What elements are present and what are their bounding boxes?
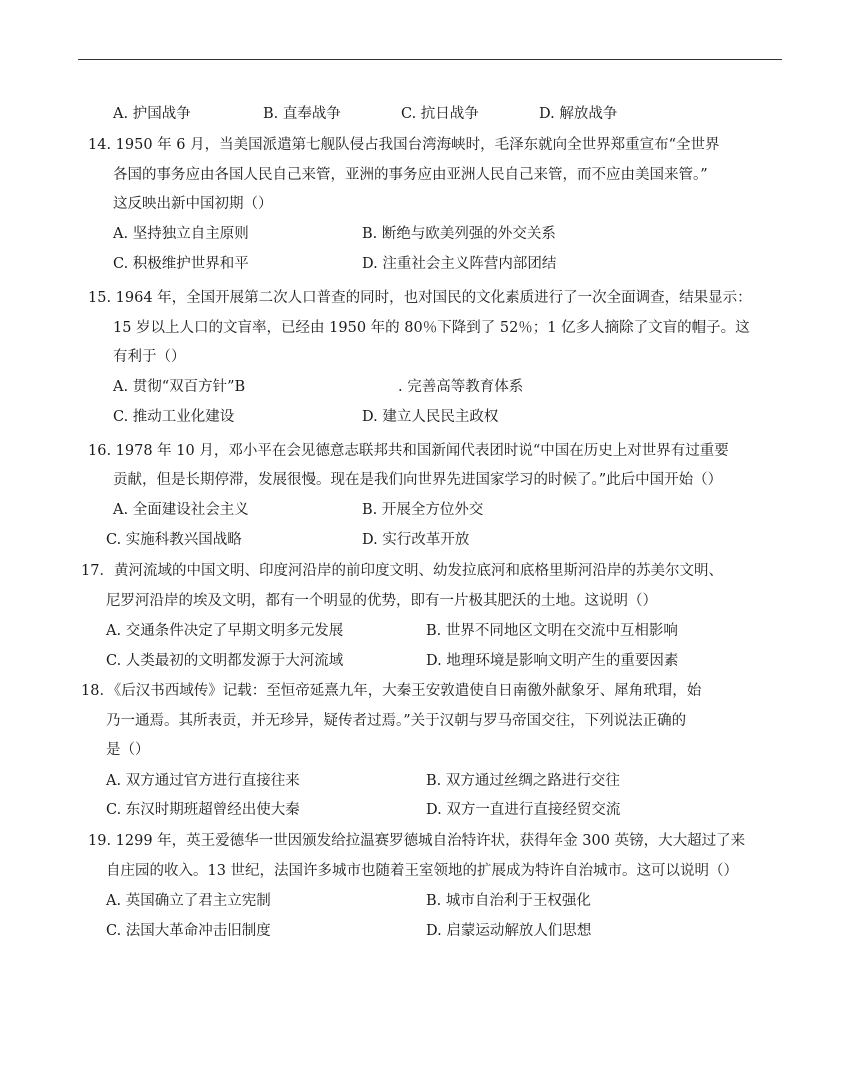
header-rule <box>78 59 782 60</box>
q17-option-a: A. 交通条件决定了早期文明多元发展 <box>106 623 344 639</box>
q15-line-2: 15 岁以上人口的文盲率，已经由 1950 年的 80％下降到了 52％；1 亿多人摘除了文盲的帽子。这 <box>113 320 750 336</box>
q18-line-1: 18．《后汉书西域传》记载：至恒帝延熹九年，大秦王安敦遣使自日南徼外献象牙、犀角玳瑁，始 <box>81 683 702 699</box>
q14-option-b: B. 断绝与欧美列强的外交关系 <box>362 226 556 242</box>
q17-line-2: 尼罗河沿岸的埃及文明，都有一个明显的优势，即有一片极其肥沃的土地。这说明（） <box>106 593 657 609</box>
q15-option-a: A. 贯彻“双百方针”B <box>113 379 246 395</box>
q13-option-b: B. 直奉战争 <box>263 106 341 122</box>
q14-line-3: 这反映出新中国初期（） <box>113 196 273 212</box>
q18-line-2: 乃一通焉。其所表贡，并无珍异，疑传者过焉。”关于汉朝与罗马帝国交往，下列说法正确的 <box>106 713 687 729</box>
q19-option-a: A. 英国确立了君主立宪制 <box>106 893 271 909</box>
q13-option-d: D. 解放战争 <box>539 106 618 122</box>
q18-option-d: D. 双方一直进行直接经贸交流 <box>426 802 621 818</box>
q18-option-a: A. 双方通过官方进行直接往来 <box>106 773 300 789</box>
q14-option-c: C. 积极维护世界和平 <box>113 256 249 272</box>
q13-option-a: A. 护国战争 <box>113 106 191 122</box>
q17-option-c: C. 人类最初的文明都发源于大河流域 <box>106 653 344 669</box>
q14-option-a: A. 坚持独立自主原则 <box>113 226 249 242</box>
q18-line-3: 是（） <box>106 742 150 758</box>
q15-option-c: C. 推动工业化建设 <box>113 409 235 425</box>
q16-option-c: C. 实施科教兴国战略 <box>106 532 242 548</box>
q17-line-1: 17．黄河流域的中国文明、印度河沿岸的前印度文明、幼发拉底河和底格里斯河沿岸的苏美尔文明、 <box>81 563 723 579</box>
q16-line-1: 16. 1978 年 10 月，邓小平在会见德意志联邦共和国新闻代表团时说“中国在历史上对世界有过重要 <box>88 443 729 459</box>
q17-option-d: D. 地理环境是影响文明产生的重要因素 <box>426 653 679 669</box>
q15-option-d: D. 建立人民民主政权 <box>362 409 499 425</box>
q15-option-b: . 完善高等教育体系 <box>398 379 524 395</box>
q18-option-c: C. 东汉时期班超曾经出使大秦 <box>106 802 300 818</box>
q14-option-d: D. 注重社会主义阵营内部团结 <box>362 256 557 272</box>
q16-option-b: B. 开展全方位外交 <box>362 502 484 518</box>
q15-line-1: 15. 1964 年，全国开展第二次人口普查的同时，也对国民的文化素质进行了一次全面调查，结果显示： <box>88 290 752 306</box>
q19-line-1: 19. 1299 年，英王爱德华一世因颁发给拉温赛罗德城自治特许状，获得年金 300 英镑，大大超过了来 <box>88 833 746 849</box>
q14-line-1: 14. 1950 年 6 月，当美国派遣第七舰队侵占我国台湾海峡时，毛泽东就向全世界郑重宣布“全世界 <box>88 137 720 153</box>
q13-option-c: C. 抗日战争 <box>401 106 479 122</box>
q16-line-2: 贡献，但是长期停滞，发展很慢。现在是我们向世界先进国家学习的时候了。”此后中国开始（） <box>113 472 723 488</box>
q14-line-2: 各国的事务应由各国人民自己来管，亚洲的事务应由亚洲人民自己来管，而不应由美国来管。” <box>113 167 708 183</box>
q19-option-d: D. 启蒙运动解放人们思想 <box>426 923 592 939</box>
q16-option-d: D. 实行改革开放 <box>362 532 470 548</box>
q19-option-b: B. 城市自治利于王权强化 <box>426 893 591 909</box>
q19-option-c: C. 法国大革命冲击旧制度 <box>106 923 271 939</box>
q18-option-b: B. 双方通过丝绸之路进行交往 <box>426 773 620 789</box>
q17-option-b: B. 世界不同地区文明在交流中互相影响 <box>426 623 678 639</box>
q16-option-a: A. 全面建设社会主义 <box>113 502 249 518</box>
q15-line-3: 有利于（） <box>113 349 186 365</box>
q19-line-2: 自庄园的收入。13 世纪，法国许多城市也随着王室领地的扩展成为特许自治城市。这可以说明（） <box>106 863 739 879</box>
